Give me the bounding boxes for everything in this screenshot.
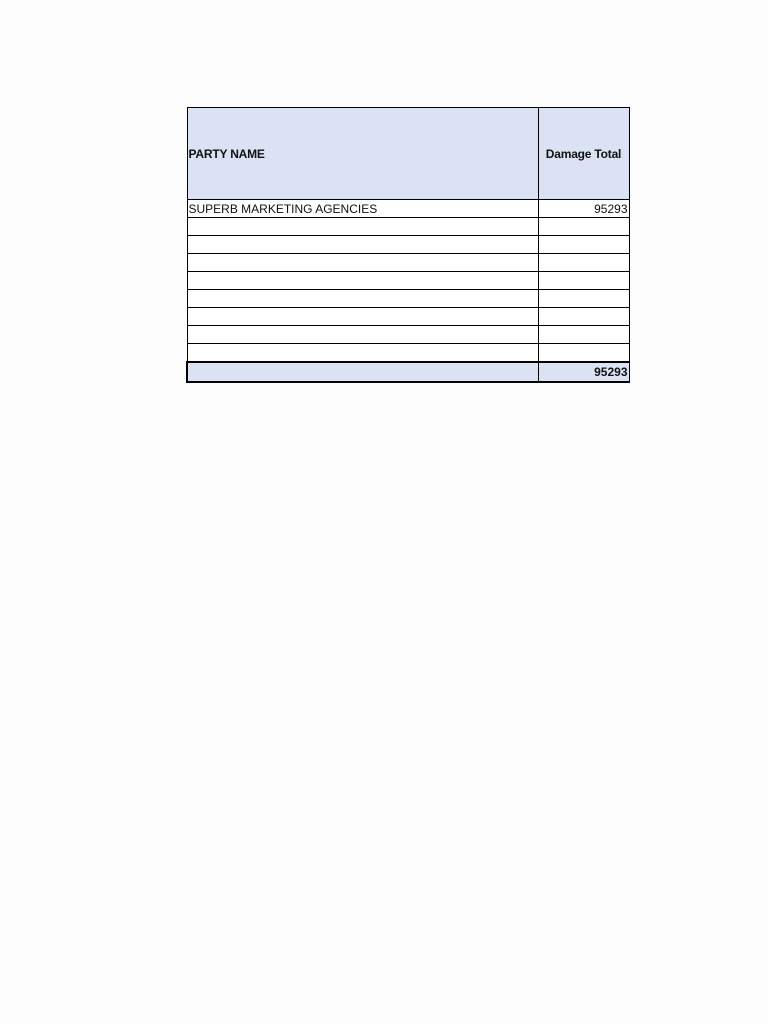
grand-total-cell[interactable]: 95293 <box>538 362 629 382</box>
damage-total-cell[interactable] <box>538 308 629 326</box>
damage-total-header[interactable]: Damage Total <box>538 108 629 200</box>
table-row <box>187 308 629 326</box>
total-row <box>187 362 629 382</box>
party-name-cell[interactable] <box>187 290 538 308</box>
damage-total-cell[interactable] <box>538 218 629 236</box>
damage-table <box>186 107 630 383</box>
damage-total-cell[interactable] <box>538 326 629 344</box>
table-row <box>187 254 629 272</box>
party-name-cell[interactable] <box>187 272 538 290</box>
party-name-cell[interactable] <box>187 308 538 326</box>
party-name-cell[interactable] <box>187 254 538 272</box>
party-name-header[interactable]: PARTY NAME <box>187 108 538 200</box>
party-name-cell[interactable] <box>187 236 538 254</box>
table-row <box>187 236 629 254</box>
table-row <box>187 290 629 308</box>
header-row <box>187 108 629 200</box>
party-name-cell[interactable] <box>187 326 538 344</box>
table-row <box>187 272 629 290</box>
damage-total-cell[interactable] <box>538 272 629 290</box>
damage-total-cell[interactable] <box>538 236 629 254</box>
party-name-cell[interactable] <box>187 218 538 236</box>
table-row <box>187 326 629 344</box>
party-name-cell[interactable]: SUPERB MARKETING AGENCIES <box>187 200 538 218</box>
damage-total-cell[interactable] <box>538 254 629 272</box>
damage-total-cell[interactable]: 95293 <box>538 200 629 218</box>
table-row <box>187 200 629 218</box>
total-label-cell[interactable] <box>187 362 538 382</box>
damage-total-cell[interactable] <box>538 344 629 363</box>
party-name-cell[interactable] <box>187 344 538 363</box>
table-row <box>187 344 629 363</box>
damage-total-cell[interactable] <box>538 290 629 308</box>
table-row <box>187 218 629 236</box>
